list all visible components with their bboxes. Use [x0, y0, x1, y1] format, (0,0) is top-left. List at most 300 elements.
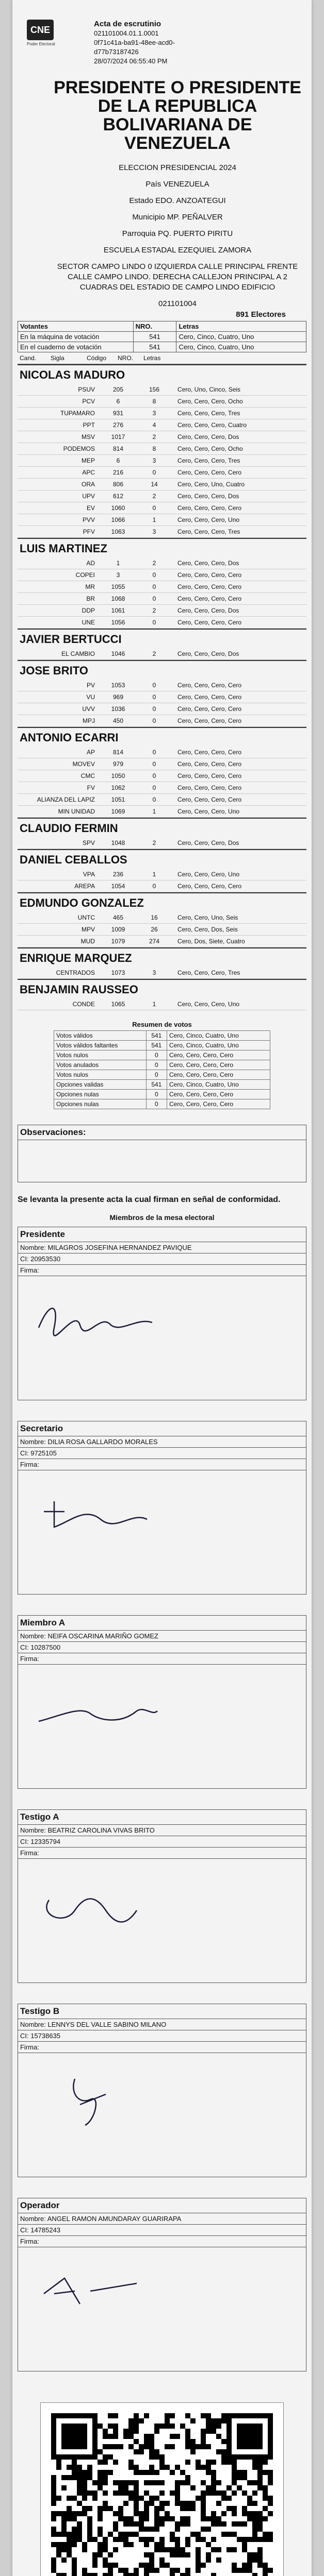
- party-votes: 16: [151, 914, 158, 921]
- party-sigla: VU: [86, 693, 95, 701]
- party-votes-letters: Cero, Cero, Cero, Tres: [177, 528, 240, 535]
- party-votes-letters: Cero, Cero, Uno, Cuatro: [177, 481, 245, 488]
- party-code: 1066: [111, 516, 125, 523]
- party-sigla: ALIANZA DEL LAPIZ: [37, 796, 95, 803]
- member-name: Nombre: DILIA ROSA GALLARDO MORALES: [18, 1436, 306, 1448]
- party-votes: 0: [152, 571, 156, 579]
- voters-header: Votantes: [18, 321, 134, 332]
- acta-document: [12, 0, 312, 2576]
- party-row: [18, 924, 306, 936]
- party-code: 969: [112, 693, 124, 701]
- party-code: 216: [112, 469, 124, 476]
- acta-info: [94, 20, 306, 66]
- party-sigla: PFV: [83, 528, 95, 535]
- summary-cell: Cero, Cero, Cero, Cero: [167, 1060, 270, 1070]
- party-row: [18, 605, 306, 617]
- party-sigla: PCV: [82, 398, 95, 405]
- summary-title: Resumen de votos: [132, 1021, 192, 1028]
- table-row: [54, 1080, 270, 1090]
- handwritten-signature: [34, 1297, 199, 1369]
- party-votes-letters: Cero, Cero, Cero, Cuatro: [177, 421, 247, 429]
- candidate-block: [18, 892, 306, 947]
- party-code: 612: [112, 493, 124, 500]
- location-line: País VENEZUELA: [145, 180, 209, 189]
- party-row: [18, 794, 306, 806]
- party-sigla: EV: [86, 504, 95, 512]
- candidate-name: ENRIQUE MARQUEZ: [18, 947, 306, 967]
- party-row: [18, 490, 306, 502]
- party-row: [18, 408, 306, 419]
- party-code: 1063: [111, 528, 125, 535]
- party-votes-letters: Cero, Cero, Cero, Dos: [177, 839, 239, 846]
- member-firma-label: Firma:: [18, 1653, 306, 1665]
- handwritten-signature: [34, 1685, 199, 1757]
- party-votes: 0: [152, 784, 156, 791]
- candidates-list: [18, 364, 306, 1010]
- party-sigla: COPEI: [75, 571, 95, 579]
- voters-cell: 541: [133, 332, 176, 342]
- summary-cell: 0: [146, 1070, 167, 1080]
- party-sigla: MOVEV: [72, 760, 95, 768]
- candidate-block: [18, 629, 306, 660]
- party-votes-letters: Cero, Cero, Cero, Cero: [177, 717, 242, 724]
- party-row: [18, 384, 306, 396]
- member-ci: CI: 15738635: [18, 2030, 306, 2042]
- party-votes-letters: Cero, Cero, Cero, Dos: [177, 650, 239, 657]
- party-sigla: AP: [86, 749, 95, 756]
- member-ci: CI: 12335794: [18, 1836, 306, 1848]
- member-ci: CI: 9725105: [18, 1448, 306, 1459]
- party-votes: 3: [152, 410, 156, 417]
- party-votes: 1: [152, 1001, 156, 1008]
- party-sigla: MPV: [81, 926, 95, 933]
- candidate-block: [18, 538, 306, 629]
- candidate-block: [18, 849, 306, 892]
- party-votes: 156: [149, 386, 160, 393]
- party-votes-letters: Cero, Cero, Uno, Seis: [177, 914, 238, 921]
- party-votes-letters: Cero, Cero, Cero, Cero: [177, 619, 242, 626]
- party-sigla: FV: [87, 784, 95, 791]
- party-votes: 0: [152, 883, 156, 890]
- candidate-name: CLAUDIO FERMIN: [18, 818, 306, 837]
- cand-header-cell: Cand.: [20, 354, 37, 362]
- party-votes: 274: [149, 938, 160, 945]
- party-sigla: ORA: [81, 481, 95, 488]
- election-title: PRESIDENTE O PRESIDENTE DE LA REPUBLICA BOLIVARIANA DE VENEZUELA: [54, 78, 301, 153]
- signature-area: [18, 2247, 306, 2371]
- party-row: [18, 782, 306, 794]
- party-votes-letters: Cero, Cero, Cero, Cero: [177, 784, 242, 791]
- party-code: 1068: [111, 595, 125, 602]
- party-votes-letters: Cero, Cero, Cero, Cero: [177, 693, 242, 701]
- summary-cell: Opciones nulas: [54, 1099, 147, 1109]
- member-name: Nombre: BEATRIZ CAROLINA VIVAS BRITO: [18, 1825, 306, 1836]
- table-row: [54, 1099, 270, 1109]
- candidate-name: DANIEL CEBALLOS: [18, 849, 306, 869]
- party-row: [18, 747, 306, 758]
- party-sigla: CENTRADOS: [56, 969, 95, 976]
- party-code: 1046: [111, 650, 125, 657]
- party-votes: 3: [152, 969, 156, 976]
- party-votes: 2: [152, 560, 156, 567]
- party-votes: 0: [152, 619, 156, 626]
- party-sigla: AREPA: [74, 883, 95, 890]
- party-sigla: PPT: [83, 421, 95, 429]
- summary-cell: Cero, Cinco, Cuatro, Uno: [167, 1041, 270, 1050]
- acta-line: d77b73187426: [94, 48, 139, 56]
- summary-cell: 0: [146, 1050, 167, 1060]
- party-sigla: TUPAMARO: [60, 410, 95, 417]
- party-votes: 3: [152, 457, 156, 464]
- candidate-name: EDMUNDO GONZALEZ: [18, 892, 306, 912]
- candidate-block: [18, 727, 306, 818]
- acta-header: [18, 0, 306, 66]
- party-row: [18, 936, 306, 947]
- table-row: [18, 332, 306, 342]
- party-votes: 14: [151, 481, 158, 488]
- party-code: 6: [116, 398, 120, 405]
- voters-cell: Cero, Cinco, Cuatro, Uno: [176, 342, 306, 352]
- member-firma-label: Firma:: [18, 1265, 306, 1276]
- cand-header-cell: NRO.: [118, 354, 133, 362]
- members-title: Miembros de la mesa electoral: [109, 1213, 215, 1222]
- table-row: [54, 1070, 270, 1080]
- party-votes: 0: [152, 682, 156, 689]
- voters-cell: En la máquina de votación: [18, 332, 134, 342]
- candidate-block: [18, 364, 306, 538]
- party-votes-letters: Cero, Cero, Cero, Uno: [177, 871, 240, 878]
- party-votes-letters: Cero, Cero, Cero, Cero: [177, 760, 242, 768]
- member-ci: CI: 20953530: [18, 1253, 306, 1265]
- party-row: [18, 703, 306, 715]
- party-code: 1017: [111, 433, 125, 440]
- party-votes: 8: [152, 398, 156, 405]
- party-row: [18, 691, 306, 703]
- party-row: [18, 837, 306, 849]
- party-sigla: SPV: [82, 839, 95, 846]
- party-sigla: CONDE: [72, 1001, 95, 1008]
- handwritten-signature: [34, 1491, 199, 1563]
- summary-cell: Cero, Cinco, Cuatro, Uno: [167, 1080, 270, 1090]
- party-votes: 0: [152, 705, 156, 713]
- party-code: 1061: [111, 607, 125, 614]
- handwritten-signature: [34, 2074, 199, 2146]
- voters-table: [18, 321, 306, 352]
- candidate-block: [18, 660, 306, 727]
- party-code: 1048: [111, 839, 125, 846]
- member-firma-label: Firma:: [18, 2042, 306, 2053]
- member-name: Nombre: ANGEL RAMON AMUNDARAY GUARIRAPA: [18, 2213, 306, 2225]
- member-block: [18, 1615, 306, 1789]
- party-sigla: PODEMOS: [63, 445, 95, 452]
- party-sigla: BR: [86, 595, 95, 602]
- party-votes: 0: [152, 693, 156, 701]
- party-code: 205: [112, 386, 124, 393]
- party-code: 1062: [111, 784, 125, 791]
- candidate-block: [18, 818, 306, 849]
- party-code: 3: [116, 571, 120, 579]
- party-row: [18, 680, 306, 691]
- party-votes-letters: Cero, Cero, Cero, Cero: [177, 583, 242, 590]
- summary-cell: Cero, Cero, Cero, Cero: [167, 1090, 270, 1099]
- party-sigla: CMC: [80, 772, 95, 779]
- party-code: 450: [112, 717, 124, 724]
- party-code: 1050: [111, 772, 125, 779]
- summary-cell: Votos válidos faltantes: [54, 1041, 147, 1050]
- party-votes-letters: Cero, Cero, Cero, Dos: [177, 493, 239, 500]
- party-code: 1054: [111, 883, 125, 890]
- party-votes: 0: [152, 772, 156, 779]
- party-sigla: UNTC: [77, 914, 95, 921]
- party-votes-letters: Cero, Cero, Cero, Cero: [177, 469, 242, 476]
- party-votes-letters: Cero, Cero, Cero, Cero: [177, 705, 242, 713]
- party-row: [18, 431, 306, 443]
- party-code: 1069: [111, 808, 125, 815]
- cne-logo-sub: Poder Electoral: [27, 42, 55, 46]
- cne-logo-mark: CNE: [27, 20, 54, 40]
- party-row: [18, 569, 306, 581]
- party-votes: 2: [152, 433, 156, 440]
- party-row: [18, 648, 306, 660]
- party-row: [18, 770, 306, 782]
- party-sigla: PSUV: [78, 386, 95, 393]
- party-votes-letters: Cero, Cero, Dos, Seis: [177, 926, 238, 933]
- party-code: 1056: [111, 619, 125, 626]
- party-row: [18, 455, 306, 467]
- party-row: [18, 806, 306, 818]
- party-votes-letters: Cero, Cero, Cero, Ocho: [177, 445, 243, 452]
- summary-cell: Cero, Cero, Cero, Cero: [167, 1050, 270, 1060]
- party-sigla: DDP: [82, 607, 95, 614]
- electores-count: 891 Electores: [236, 310, 286, 319]
- party-votes-letters: Cero, Cero, Cero, Tres: [177, 457, 240, 464]
- party-votes: 0: [152, 469, 156, 476]
- party-votes-letters: Cero, Dos, Siete, Cuatro: [177, 938, 245, 945]
- party-votes: 0: [152, 583, 156, 590]
- summary-cell: Opciones validas: [54, 1080, 147, 1090]
- party-votes-letters: Cero, Cero, Cero, Tres: [177, 410, 240, 417]
- summary-cell: 541: [146, 1031, 167, 1041]
- party-votes-letters: Cero, Cero, Cero, Cero: [177, 571, 242, 579]
- party-code: 236: [112, 871, 124, 878]
- summary-cell: Cero, Cero, Cero, Cero: [167, 1070, 270, 1080]
- candidate-name: BENJAMIN RAUSSEO: [18, 979, 306, 998]
- acta-line: 021101004.01.1.0001: [94, 29, 159, 37]
- party-row: [18, 880, 306, 892]
- candidate-block: [18, 979, 306, 1010]
- member-role: Testigo A: [18, 1810, 306, 1825]
- voters-header: NRO.: [133, 321, 176, 332]
- member-block: [18, 2004, 306, 2177]
- handwritten-signature: [34, 2268, 199, 2340]
- party-row: [18, 912, 306, 924]
- party-votes-letters: Cero, Cero, Cero, Uno: [177, 1001, 240, 1008]
- member-role: Secretario: [18, 1421, 306, 1436]
- party-votes: 3: [152, 528, 156, 535]
- member-firma-label: Firma:: [18, 1459, 306, 1470]
- member-role: Testigo B: [18, 2004, 306, 2019]
- party-votes: 0: [152, 717, 156, 724]
- signature-area: [18, 1276, 306, 1400]
- summary-cell: 541: [146, 1080, 167, 1090]
- party-row: [18, 715, 306, 727]
- party-row: [18, 593, 306, 605]
- cand-header-cell: Código: [87, 354, 107, 362]
- party-code: 1009: [111, 926, 125, 933]
- member-role: Operador: [18, 2198, 306, 2213]
- cand-header-cell: Sigla: [51, 354, 64, 362]
- party-code: 1051: [111, 796, 125, 803]
- observaciones-box: [18, 1125, 306, 1182]
- party-votes-letters: Cero, Cero, Cero, Dos: [177, 607, 239, 614]
- location-line: Parroquia PQ. PUERTO PIRITU: [122, 229, 233, 238]
- party-code: 806: [112, 481, 124, 488]
- party-sigla: PVV: [82, 516, 95, 523]
- member-name: Nombre: NEIFA OSCARINA MARIÑO GOMEZ: [18, 1631, 306, 1642]
- party-code: 1053: [111, 682, 125, 689]
- party-sigla: MEP: [81, 457, 95, 464]
- party-votes: 2: [152, 493, 156, 500]
- party-sigla: MUD: [80, 938, 95, 945]
- candidate-name: NICOLAS MADURO: [18, 364, 306, 384]
- voters-cell: 541: [133, 342, 176, 352]
- party-row: [18, 396, 306, 408]
- party-sigla: VPA: [83, 871, 95, 878]
- party-sigla: MPJ: [83, 717, 95, 724]
- party-votes-letters: Cero, Cero, Cero, Dos: [177, 560, 239, 567]
- party-row: [18, 502, 306, 514]
- summary-cell: 541: [146, 1041, 167, 1050]
- member-name: Nombre: LENNYS DEL VALLE SABINO MILANO: [18, 2019, 306, 2030]
- member-role: Presidente: [18, 1227, 306, 1242]
- party-row: [18, 869, 306, 880]
- table-row: [18, 342, 306, 352]
- cne-logo: [18, 20, 94, 66]
- candidate-name: ANTONIO ECARRI: [18, 727, 306, 747]
- observaciones-label: Observaciones:: [18, 1125, 306, 1140]
- signature-area: [18, 1470, 306, 1594]
- table-row: [54, 1060, 270, 1070]
- party-row: [18, 526, 306, 538]
- party-code: 814: [112, 749, 124, 756]
- location-line: 021101004: [158, 299, 197, 308]
- party-votes-letters: Cero, Cero, Cero, Cero: [177, 796, 242, 803]
- party-votes-letters: Cero, Cero, Cero, Uno: [177, 808, 240, 815]
- party-code: 814: [112, 445, 124, 452]
- party-row: [18, 467, 306, 479]
- party-votes-letters: Cero, Cero, Cero, Cero: [177, 772, 242, 779]
- party-votes: 0: [152, 796, 156, 803]
- cand-header-cell: Letras: [143, 354, 161, 362]
- candidates-header: [18, 352, 306, 364]
- party-sigla: MSV: [81, 433, 95, 440]
- conformity-notice: Se levanta la presente acta la cual firman en señal de conformidad.: [18, 1195, 281, 1204]
- location-line: Municipio MP. PEÑALVER: [132, 213, 223, 222]
- candidate-name: JOSE BRITO: [18, 660, 306, 680]
- location-line: ESCUELA ESTADAL EZEQUIEL ZAMORA: [103, 246, 252, 255]
- party-sigla: UVV: [82, 705, 95, 713]
- members-list: [18, 1227, 306, 2371]
- party-votes: 8: [152, 445, 156, 452]
- party-code: 1073: [111, 969, 125, 976]
- party-row: [18, 967, 306, 979]
- party-sigla: APC: [82, 469, 95, 476]
- summary-cell: Votos nulos: [54, 1070, 147, 1080]
- party-sigla: PV: [86, 682, 95, 689]
- party-votes-letters: Cero, Cero, Cero, Cero: [177, 749, 242, 756]
- party-code: 1055: [111, 583, 125, 590]
- party-votes-letters: Cero, Cero, Cero, Cero: [177, 682, 242, 689]
- party-code: 1079: [111, 938, 125, 945]
- party-code: 1: [116, 560, 120, 567]
- party-votes-letters: Cero, Cero, Cero, Tres: [177, 969, 240, 976]
- party-sigla: UPV: [82, 493, 95, 500]
- voters-cell: En el cuaderno de votación: [18, 342, 134, 352]
- party-votes-letters: Cero, Uno, Cinco, Seis: [177, 386, 241, 393]
- member-block: [18, 1227, 306, 1400]
- summary-cell: Cero, Cero, Cero, Cero: [167, 1099, 270, 1109]
- member-role: Miembro A: [18, 1616, 306, 1631]
- member-ci: CI: 10287500: [18, 1642, 306, 1653]
- summary-cell: Votos nulos: [54, 1050, 147, 1060]
- acta-title: Acta de escrutinio: [94, 20, 161, 28]
- party-votes: 0: [152, 760, 156, 768]
- summary-cell: 0: [146, 1090, 167, 1099]
- party-votes: 2: [152, 839, 156, 846]
- party-votes-letters: Cero, Cero, Cero, Cero: [177, 595, 242, 602]
- party-votes-letters: Cero, Cero, Cero, Ocho: [177, 398, 243, 405]
- location-line: Estado EDO. ANZOATEGUI: [129, 196, 226, 205]
- summary-table: [54, 1030, 270, 1109]
- table-row: [54, 1041, 270, 1050]
- location-line: SECTOR CAMPO LINDO 0 IZQUIERDA CALLE PRINCIPAL FRENTE CALLE CAMPO LINDO. DERECHA CALLEJON PRINCIPAL A 2 CUADRAS DEL ESTADIO DE CAMPO LINDO EDIFICIO: [57, 262, 298, 292]
- table-row: [54, 1090, 270, 1099]
- member-block: [18, 1809, 306, 1983]
- voters-cell: Cero, Cinco, Cuatro, Uno: [176, 332, 306, 342]
- party-votes: 1: [152, 808, 156, 815]
- party-row: [18, 998, 306, 1010]
- candidate-name: LUIS MARTINEZ: [18, 538, 306, 557]
- member-block: [18, 2198, 306, 2371]
- member-firma-label: Firma:: [18, 2236, 306, 2247]
- party-code: 465: [112, 914, 124, 921]
- party-votes-letters: Cero, Cero, Cero, Dos: [177, 433, 239, 440]
- party-votes: 0: [152, 504, 156, 512]
- party-code: 1036: [111, 705, 125, 713]
- party-sigla: MR: [85, 583, 95, 590]
- party-votes: 1: [152, 516, 156, 523]
- signature-area: [18, 1859, 306, 1982]
- party-row: [18, 479, 306, 490]
- party-code: 1065: [111, 1001, 125, 1008]
- member-ci: CI: 14785243: [18, 2225, 306, 2236]
- party-code: 1060: [111, 504, 125, 512]
- party-votes: 0: [152, 749, 156, 756]
- qr-code: [40, 2402, 284, 2576]
- party-row: [18, 557, 306, 569]
- signature-area: [18, 2053, 306, 2177]
- summary-cell: Opciones nulas: [54, 1090, 147, 1099]
- party-sigla: EL CAMBIO: [61, 650, 95, 657]
- party-sigla: AD: [86, 560, 95, 567]
- summary-cell: 0: [146, 1099, 167, 1109]
- handwritten-signature: [34, 1879, 199, 1952]
- member-firma-label: Firma:: [18, 1848, 306, 1859]
- party-votes: 2: [152, 607, 156, 614]
- party-code: 931: [112, 410, 124, 417]
- party-votes-letters: Cero, Cero, Cero, Cero: [177, 504, 242, 512]
- votes-summary: [54, 1021, 270, 1109]
